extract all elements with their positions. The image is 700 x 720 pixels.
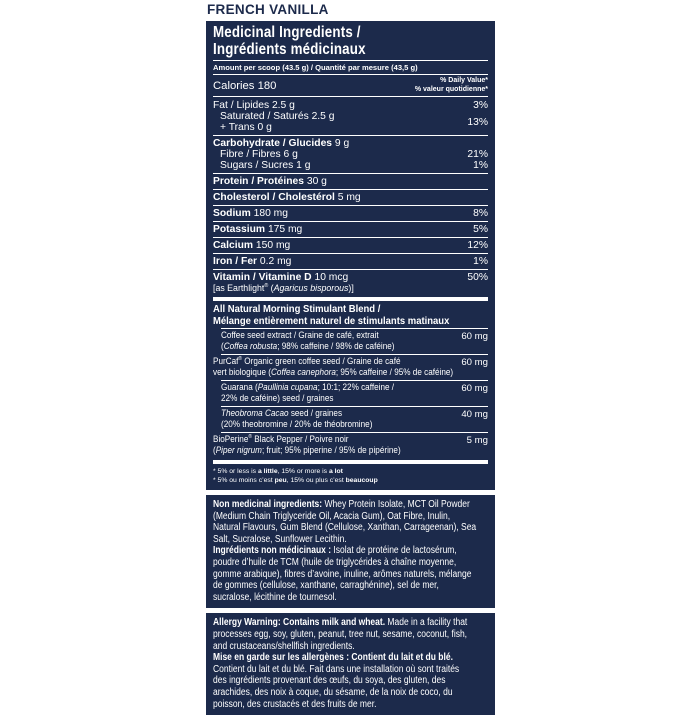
non-medicinal-line xyxy=(213,556,457,569)
text-run: Sugars / Sucres 1 g xyxy=(220,160,311,171)
text-run: beaucoup xyxy=(345,477,378,484)
nutrient-line xyxy=(213,138,488,149)
text-run: , 15% or more is xyxy=(277,468,329,475)
daily-value-footnotes xyxy=(213,467,488,485)
allergy-line xyxy=(213,663,460,676)
daily-value-percent: 1% xyxy=(473,160,488,171)
text-run: Cholesterol / Cholestérol xyxy=(213,192,335,203)
text-run: ( xyxy=(213,444,216,456)
text-run: 22% de caféine) seed / graines xyxy=(221,392,334,404)
text-run: Contient du lait et du blé. Fait dans une installation où sont traités xyxy=(213,663,460,675)
daily-value-percent: 8% xyxy=(473,208,488,219)
text-run: a little xyxy=(257,468,278,475)
text-run: Organic green coffee seed / Graine de café xyxy=(241,356,401,367)
text-run: Non medicinal ingredients: xyxy=(213,499,323,510)
nutrient-name xyxy=(213,208,288,219)
text-run: Theobroma Cacao xyxy=(221,408,289,419)
nutrient-line xyxy=(213,149,488,160)
text-run: sucralose, lécithine de tournesol. xyxy=(213,591,337,603)
blend-amount: 5 mg xyxy=(466,435,488,446)
blend-item xyxy=(213,408,488,431)
divider xyxy=(221,380,488,381)
non-medicinal-line xyxy=(213,580,447,592)
nutrient-line xyxy=(213,176,488,187)
blend-ingredient-line xyxy=(221,342,416,353)
nutrient-line xyxy=(213,224,488,235)
registered-mark: ® xyxy=(264,283,269,290)
nutrient-row xyxy=(213,137,488,172)
text-run: processes egg, soy, gluten, peanut, tree nut, sesame, coconut, fish, xyxy=(213,628,468,640)
allergy-line xyxy=(213,686,453,699)
medicinal-heading-fr: Ingrédients médicinaux xyxy=(213,40,366,58)
serving-size: Amount per scoop (43.5 g) / Quantité par mesure (43,5 g) xyxy=(213,63,418,72)
divider xyxy=(213,269,488,270)
text-run: Made in a facility that xyxy=(385,617,468,629)
text-run: ; 98% caffeine / 98% de caféine) xyxy=(277,340,395,352)
text-run: des ingrédients provenant des œufs, du soya, des gluten, des xyxy=(213,675,446,687)
text-run: gomme arabique), fibres d’avoine, inuline, arômes naturels, mélange xyxy=(213,568,472,580)
footnote-line xyxy=(213,467,488,476)
text-run: seed / graines xyxy=(288,408,343,419)
text-run: Guarana ( xyxy=(221,382,258,393)
divider xyxy=(213,237,488,238)
nutrient-name xyxy=(220,122,272,133)
allergy-line xyxy=(213,628,468,641)
text-run: 150 mg xyxy=(253,240,291,251)
blend-heading-fr: Mélange entièrement naturel de stimulants matinaux xyxy=(213,315,450,327)
nutrient-line xyxy=(213,192,488,203)
nutrient-row xyxy=(213,175,488,188)
daily-value-percent: 12% xyxy=(467,240,488,251)
blend-ingredient-line xyxy=(221,394,416,405)
nutrient-line xyxy=(213,111,488,122)
nutrient-row xyxy=(213,271,488,294)
divider xyxy=(213,96,488,97)
text-run: Isolat de protéine de lactosérum, xyxy=(331,545,457,557)
text-run: ( xyxy=(221,340,224,352)
daily-value-percent: 50% xyxy=(467,272,488,283)
allergy-line xyxy=(213,675,447,687)
nutrient-row xyxy=(213,207,488,220)
supplement-label xyxy=(206,2,495,720)
text-run: * 5% ou moins c’est xyxy=(213,477,275,484)
blend-heading-en: All Natural Morning Stimulant Blend / xyxy=(213,304,381,315)
text-run: , 15% ou plus c’est xyxy=(286,477,346,484)
text-run: de gommes (cellulose, xanthane, carraghénine), sel de mer, xyxy=(213,580,439,592)
text-run: Saturated / Saturés 2.5 g xyxy=(220,111,335,122)
text-run: Piper nigrum xyxy=(215,444,262,456)
nutrient-row xyxy=(213,99,488,134)
blend-amount: 60 mg xyxy=(461,331,488,342)
text-run: 5 mg xyxy=(334,192,361,203)
text-run: and crustaceans/shellfish ingredients. xyxy=(213,640,355,652)
allergy-line xyxy=(213,699,447,711)
daily-value-percent: 5% xyxy=(473,224,488,235)
flavor-title: FRENCH VANILLA xyxy=(207,2,329,17)
text-run: ( xyxy=(268,283,274,293)
allergy-line xyxy=(213,641,447,653)
text-run: 180 mg xyxy=(250,208,288,219)
divider xyxy=(221,432,488,433)
divider xyxy=(213,221,488,222)
non-medicinal-line xyxy=(213,545,457,557)
text-run: 9 g xyxy=(332,138,350,149)
text-run: 10 mcg xyxy=(311,272,349,283)
text-run: ; 10:1; 22% caffeine / xyxy=(317,382,395,393)
blend-ingredient-line xyxy=(213,366,454,379)
text-run: Salt, Sucralose, Sunflower Lecithin. xyxy=(213,533,347,545)
text-run: Paullinia cupana xyxy=(257,382,318,393)
nutrient-row xyxy=(213,191,488,204)
allergy-line xyxy=(213,652,453,664)
text-run: a lot xyxy=(328,468,343,475)
registered-mark: ® xyxy=(238,355,242,362)
blend-item xyxy=(213,356,488,379)
blend-amount: 60 mg xyxy=(461,383,488,394)
text-run: 30 g xyxy=(303,176,327,187)
daily-value-header-fr: % valeur quotidienne* xyxy=(414,85,488,93)
text-run: ; 95% caffeine / 95% de caféine) xyxy=(335,366,454,378)
divider xyxy=(213,135,488,136)
text-run: Agaricus bisporous xyxy=(273,283,349,293)
text-run: arachides, des noix à coque, du sésame, de la noix de coco, du xyxy=(213,686,453,698)
text-run: Calcium xyxy=(213,240,254,251)
text-run: poudre d’huile de TCM (huile de triglycérides à chaîne moyenne, xyxy=(213,556,457,568)
blend-item xyxy=(213,382,488,405)
text-run: Natural Flavours, Gum Blend (Cellulose, Xanthan, Carrageenan), Sea xyxy=(213,522,477,534)
nutrient-row xyxy=(213,239,488,252)
blend-ingredient-line xyxy=(221,420,416,431)
nutrient-name xyxy=(220,160,310,171)
footnote-line xyxy=(213,476,488,485)
nutrient-name xyxy=(213,192,361,203)
section-divider-bar xyxy=(213,297,488,301)
nutrient-line xyxy=(213,256,488,267)
divider xyxy=(213,253,488,254)
text-run: Fibre / Fibres 6 g xyxy=(220,149,298,160)
text-run: Iron / Fer xyxy=(213,256,258,267)
blend-item xyxy=(213,330,488,353)
daily-value-percent: 21% xyxy=(467,149,488,160)
divider xyxy=(213,74,488,75)
calories-row xyxy=(213,77,488,94)
section-divider-bar xyxy=(213,460,488,464)
nutrient-row xyxy=(213,223,488,236)
text-run: Vitamin / Vitamine D xyxy=(213,272,312,283)
medicinal-panel xyxy=(206,21,495,490)
nutrient-name xyxy=(220,111,334,122)
text-run: BioPerine xyxy=(213,434,249,445)
blend-amount: 60 mg xyxy=(461,357,488,368)
text-run: Potassium xyxy=(213,224,266,235)
text-run: Protein / Protéines xyxy=(213,176,304,187)
calories-value: Calories 180 xyxy=(213,80,277,92)
non-medicinal-line xyxy=(213,592,447,604)
nutrient-line xyxy=(213,283,488,293)
nutrient-name xyxy=(213,256,291,267)
text-run: [as Earthlight xyxy=(213,283,265,293)
divider xyxy=(213,173,488,174)
nutrient-name xyxy=(220,149,298,160)
nutrient-line xyxy=(213,117,488,133)
non-medicinal-panel xyxy=(206,495,495,608)
text-run: Allergy Warning: Contains milk and wheat. xyxy=(213,617,386,629)
non-medicinal-line xyxy=(213,510,451,523)
text-run: * 5% or less is xyxy=(213,468,258,475)
blend-amount: 40 mg xyxy=(461,409,488,420)
nutrient-name xyxy=(213,224,302,235)
divider xyxy=(213,205,488,206)
daily-value-header xyxy=(415,77,488,94)
medicinal-heading-en: Medicinal Ingredients / xyxy=(213,24,361,41)
text-run: 0.2 mg xyxy=(257,256,292,267)
non-medicinal-line xyxy=(213,534,447,546)
text-run: 175 mg xyxy=(265,224,303,235)
text-run: (20% theobromine / 20% de théobromine) xyxy=(221,418,373,430)
text-run: Whey Protein Isolate, MCT Oil Powder xyxy=(322,499,470,510)
nutrient-line xyxy=(213,208,488,219)
nutrient-name xyxy=(213,240,290,251)
non-medicinal-line xyxy=(213,499,470,511)
divider xyxy=(221,354,488,355)
text-run: Sodium xyxy=(213,208,251,219)
text-run: Carbohydrate / Glucides xyxy=(213,138,333,149)
nutrient-table xyxy=(213,99,488,294)
text-run: PurCaf xyxy=(213,356,239,367)
divider xyxy=(221,328,488,329)
nutrient-line xyxy=(213,160,488,171)
text-run: + Trans 0 g xyxy=(220,122,272,133)
text-run: vert biologique ( xyxy=(213,366,272,378)
nutrient-name xyxy=(213,100,295,111)
nutrient-name xyxy=(213,272,348,283)
text-run: (Medium Chain Triglyceride Oil, Acacia Gum), Oat Fibre, Inulin, xyxy=(213,510,451,522)
blend-table xyxy=(213,330,488,457)
nutrient-row xyxy=(213,255,488,268)
daily-value-percent: 13% xyxy=(467,117,488,128)
text-run: Black Pepper / Poivre noir xyxy=(251,434,349,445)
daily-value-percent: 3% xyxy=(473,100,488,111)
daily-value-percent: 1% xyxy=(473,256,488,267)
text-run: Ingrédients non médicinaux : xyxy=(213,545,332,557)
text-run: )] xyxy=(348,283,354,293)
nutrient-name xyxy=(213,176,327,187)
text-run: Coffee seed extract / Graine de café, extrait xyxy=(221,330,379,341)
text-run: peu xyxy=(274,477,287,484)
daily-value-header-en: % Daily Value* xyxy=(440,77,488,84)
text-run: Coffea robusta xyxy=(223,340,278,352)
text-run: Coffea canephora xyxy=(271,366,336,378)
nutrient-line xyxy=(213,272,488,283)
blend-ingredient-line xyxy=(213,446,414,457)
text-run: ; fruit; 95% piperine / 95% de pipérine) xyxy=(261,444,401,456)
nutrient-line xyxy=(213,240,488,251)
non-medicinal-line xyxy=(213,568,472,581)
blend-item xyxy=(213,434,488,457)
non-medicinal-line xyxy=(213,522,477,534)
nutrient-name xyxy=(213,283,354,293)
text-run: poisson, des crustacés et des fruits de mer. xyxy=(213,698,377,710)
allergy-line xyxy=(213,617,468,629)
divider xyxy=(213,60,488,61)
nutrient-name xyxy=(213,138,349,149)
divider xyxy=(221,406,488,407)
text-run: Fat / Lipides 2.5 g xyxy=(213,100,295,111)
text-run: Mise en garde sur les allergènes : Contient du lait et du blé. xyxy=(213,652,453,664)
nutrient-line xyxy=(213,100,488,111)
registered-mark: ® xyxy=(248,433,252,440)
divider xyxy=(213,189,488,190)
